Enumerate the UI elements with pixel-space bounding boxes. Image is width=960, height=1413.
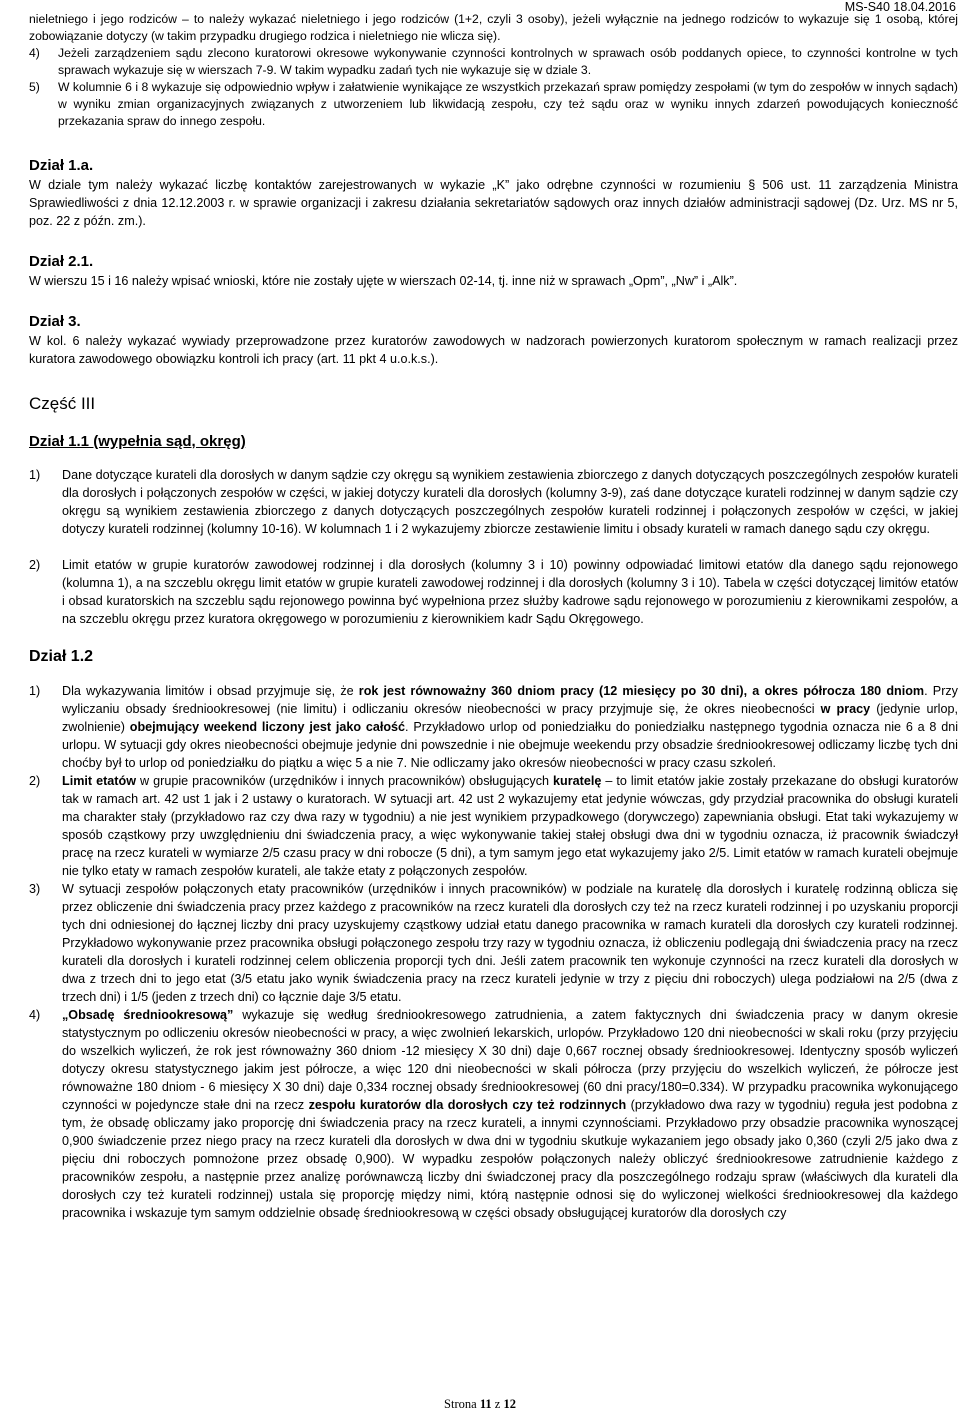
footer-total-pages: 12 [503, 1397, 516, 1411]
section-text-dzial-1a: W dziale tym należy wykazać liczbę kontaktów zarejestrowanych w wykazie „K” jako odrębne czynności w rozumieniu § 506 ust. 11 zarządzenia Ministra Sprawiedliwości z dnia 12.12.2003 r. w sprawie organizacji i zakresu działania sekretariatów sądowych oraz innych działów administracji sądowej (Dz. Urz. MS nr 5, poz. 22 z późn. zm.). [29, 178, 958, 228]
item-text: „Obsadę średniookresową” wykazuje się według średniookresowego zatrudnienia, a zatem faktycznych dni świadczenia pracy w danym okresie statystycznym po odliczeniu okresów nieobecności w pracy, a więc zwolnień lekarskich, urlopów. Przykładowo 120 dni nieobecności w skali roku (przy przyjęciu do wszelkich wyliczeń, że rok jest równoważny 360 dniom -12 miesięcy X 30 dni) daje 0,667 rocznej obsady średniookresowej. Identyczny sposób wyliczeń dotyczy okresu statystycznego jakim jest półrocze, a więc 120 dni nieobecności w skali półrocza (przy przyjęciu do wszelkich wyliczeń, że półrocze jest równoważne 180 dniom - 6 miesięcy X 30 dni) daje 0,334 rocznej obsady średniookresowej (60 dni pracy/180=0.334). W przypadku pracownika wykonującego czynności w pojedyncze stałe dni na rzecz zespołu kuratorów dla dorosłych czy też rodzinnych (przykładowo dwa razy w tygodniu) reguła jest podobna z tym, że obsadę obliczamy jako proporcję dni świadczenia pracy na rzecz kurateli, a innymi czynnościami. Przykładowo przy obsadzie pracownika wynoszącej 0,900 świadczenie przez niego pracy na rzecz kurateli dla dorosłych w dwa dni w tygodniu skutkuje wykazaniem jego obsady jako 0,360 (czyli 2/5 jako dwa z pięciu dni roboczych pomnożone przez obsadę 0,900). W wypadku zespołów połączonych należy obliczyć średniookresowe zatrudnienie każdego z pracowników zespołu, a następnie przez analizę porównawczą liczby dni świadczonej pracy dla poszczególnego rodzaju spraw (właściwych dla kurateli dla dorosłych czy też kurateli rodzinnej) ustala się proporcję między nimi, którą następnie odnosi się do wyliczonej wielkości średniookresowej dla każdego pracownika i wskazuje tym samym oddzielnie obsadę średniookresową w części obsady obsługującej kuratorów dla dorosłych czy [62, 1008, 958, 1220]
section-text-dzial-2-1: W wierszu 15 i 16 należy wpisać wnioski, które nie zostały ujęte w wierszach 02-14, tj. inne niż w sprawach „Opm”, „Nw” i „Alk”. [29, 274, 738, 288]
footer-page-number: 11 [479, 1397, 492, 1411]
item-text: Limit etatów w grupie pracowników (urzędników i innych pracowników) obsługujących kuratelę – to limit etatów jakie zostały przekazane do obsługi kuratorów tak w ramach art. 42 ust 1 jak i 2 ustawy o kuratorach. W sytuacji art. 42 ust 2 wykazujemy etat jedynie wówczas, gdy przydział pracownika do obsługi kurateli ma charakter stały (przykładowo raz czy dwa razy w tygodniu) a nie jest wynikiem przypadkowego (dorywczego) zapewniania obsługi. Etat taki wykazujemy w sposób cząstkowy przy uwzględnieniu dni świadczenia pracy, a więc wykonywanie takiej stałej obsługi dwa dni w tygodniu oznacza, iż pracownik świadczył pracę na rzecz kurateli w wymiarze 2/5 czasu pracy w dni robocze (5 dni), a tym samym jego etat wykazujemy jako 2/5. Limit etatów w ramach kurateli obejmuje nie tylko etaty w ramach zespołów kurateli, ale także etaty z połączonych zespołów. [62, 774, 959, 878]
footer-label: Strona [444, 1397, 477, 1411]
section-text-dzial-3: W kol. 6 należy wykazać wywiady przeprowadzone przez kuratorów zawodowych w nadzorach powierzonych kuratorom społecznym w ramach realizacji przez kuratora zawodowego obowiązku kontroli ich pracy (art. 11 pkt 4 u.o.k.s.). [29, 334, 958, 366]
item-number: 4) [29, 1008, 41, 1022]
item-text: Dla wykazywania limitów i obsad przyjmuje się, że rok jest równoważny 360 dniom pracy (12 miesięcy po 30 dni), a okres półrocza 180 dniom. Przy wyliczaniu obsady średniookresowej (nie limitu) i odliczaniu okresów nieobecności w pracy przyjmuje się, że okres nieobecności w pracy (jedynie urlop, zwolnienie) obejmujący weekend liczony jest jako całość. Przykładowo urlop od poniedziałku do poniedziałku następnego tygodnia oznacza nie 6 a 8 dni urlopu. W sytuacji gdy okres nieobecności obejmuje jedynie dni powszednie i nie obejmuje weekendu przy obsadzie średniookresowej odliczamy liczbę tych dni choćby był to urlop od poniedziałku do piątku a więc 5 a nie 7. Nie odliczamy jako okresów nieobecności w pracy czasu szkoleń. [62, 684, 959, 770]
dzial-1-2-item-1 [29, 682, 958, 772]
section-heading-dzial-3: Dział 3. [29, 313, 81, 330]
item-number: 3) [29, 882, 41, 896]
item-number: 2) [29, 558, 41, 572]
dzial-1-2-item-2 [29, 772, 958, 880]
dzial-1-2-item-3 [29, 880, 958, 1006]
dzial-1-2-item-4 [29, 1006, 958, 1222]
item-text: Jeżeli zarządzeniem sądu zlecono kuratorowi okresowe wykonywanie czynności kontrolnych w sprawach osób poddanych opiece, to czynności kontrolne w tych sprawach wykazuje się w wierszach 7-9. W takim wypadku zadań tych nie wykazuje się w dziale 3. [58, 46, 958, 77]
item-text: Dane dotyczące kurateli dla dorosłych w danym sądzie czy okręgu są wynikiem zestawienia zbiorczego z danych dotyczących poszczególnych zespołów kurateli dla dorosłych i połączonych zespołów w części, w jakiej dotyczy kurateli dla dorosłych (kolumny 3-9), zaś dane dotyczące kurateli rodzinnej w danym sądzie czy okręgu są wynikiem zestawienia zbiorczego z danych dotyczących poszczególnych zespołów kurateli rodzinnej i połączonych zespołów w części, w jakiej dotyczy kurateli rodzinnej (kolumny 10-16). W kolumnach 1 i 2 wykazujemy zbiorcze zestawienie limitu i obsady kurateli w ramach danego sądu czy okręgu. [62, 468, 958, 536]
dzial-1-1-item-1 [29, 466, 958, 538]
item-text: W sytuacji zespołów połączonych etaty pracowników (urzędników i innych pracowników) w podziale na kuratelę dla dorosłych i kuratelę rodzinną oblicza się przez obliczenie dni świadczenia pracy przez każdego z pracowników na rzecz kurateli dla dorosłych czy też na rzecz kurateli rodzinnej i po uzyskaniu proporcji tych dni odniesionej do łącznej liczby dni pracy uzyskujemy cząstkowy udział etatu danego pracownika w ramach kurateli dla dorosłych czy kurateli rodzinnej. Przykładowo wykonywanie przez pracownika obsługi połączonego zespołu trzy razy w tygodniu oznacza, iż obliczeniu podlegają dni świadczenia pracy na rzecz kurateli dla dorosłych i kurateli rodzinnej celem obliczenia proporcji tych dni. Jeśli zatem pracownik ten wykonuje czynności na rzecz kurateli dla dorosłych w dwa z trzech dni to jego etat (3/5 etatu jako wynik świadczenia pracy na rzecz kurateli jedynie w trzy z pięciu dni roboczych) ulega podziałowi na 2/5 (dwa z trzech dni) i 1/5 (jeden z trzech dni) co łącznie daje 3/5 etatu. [62, 882, 958, 1004]
item-number: 5) [29, 80, 40, 94]
document-content [29, 11, 958, 1222]
section-heading-dzial-1-1: Dział 1.1 (wypełnia sąd, okręg) [29, 433, 246, 450]
section-heading-dzial-1-2: Dział 1.2 [29, 648, 94, 665]
item-text: W kolumnie 6 i 8 wykazuje się odpowiednio wpływ i załatwienie wynikające ze wszystkich przekazań spraw pomiędzy zespołami (w tym do zespołów w innych sądach) w wyniku zmian organizacyjnych związanych z utworzeniem lub likwidacją zespołu, czy też sądu oraz w wyniku innych zdarzeń powodujących konieczność przekazania spraw do innego zespołu. [58, 80, 958, 128]
intro-continuation: nieletniego i jego rodziców – to należy wykazać nieletniego i jego rodziców (1+2, czyli 3 osoby), jeżeli wyłącznie na jednego rodziców to wykazuje się 1 osobą, której zobowiązanie dotyczy (w takim przypadku drugiego rodzica i nieletniego nie wlicza się). [29, 12, 958, 43]
footer-separator: z [494, 1397, 501, 1411]
part-heading: Część III [29, 394, 96, 413]
dzial-1-1-item-2 [29, 556, 958, 628]
page-footer [0, 1397, 960, 1412]
section-heading-dzial-1a: Dział 1.a. [29, 157, 94, 174]
intro-item-4 [29, 45, 958, 79]
item-text: Limit etatów w grupie kuratorów zawodowej rodzinnej i dla dorosłych (kolumny 3 i 10) powinny odpowiadać limitowi etatów dla danego sądu rejonowego (kolumna 1), a na szczeblu okręgu limit etatów w grupie kurateli zawodowej rodzinnej i dla dorosłych (kolumny 3 i 10). Tabela w części dotyczącej limitów etatów i obsad kuratorskich na szczeblu sądu rejonowego powinna być wypełniona przez służby kadrowe sądu rejonowego w porozumieniu z kierownikami zespołów, a na szczeblu okręgu przez kuratora okręgowego w porozumieniu z kierownikiem kadr Sądu Okręgowego. [62, 558, 958, 626]
intro-item-5 [29, 79, 958, 130]
section-heading-dzial-2-1: Dział 2.1. [29, 253, 94, 270]
item-number: 1) [29, 468, 41, 482]
item-number: 1) [29, 684, 41, 698]
item-number: 2) [29, 774, 41, 788]
item-number: 4) [29, 46, 40, 60]
form-code: MS-S40 18.04.2016 [844, 0, 956, 14]
